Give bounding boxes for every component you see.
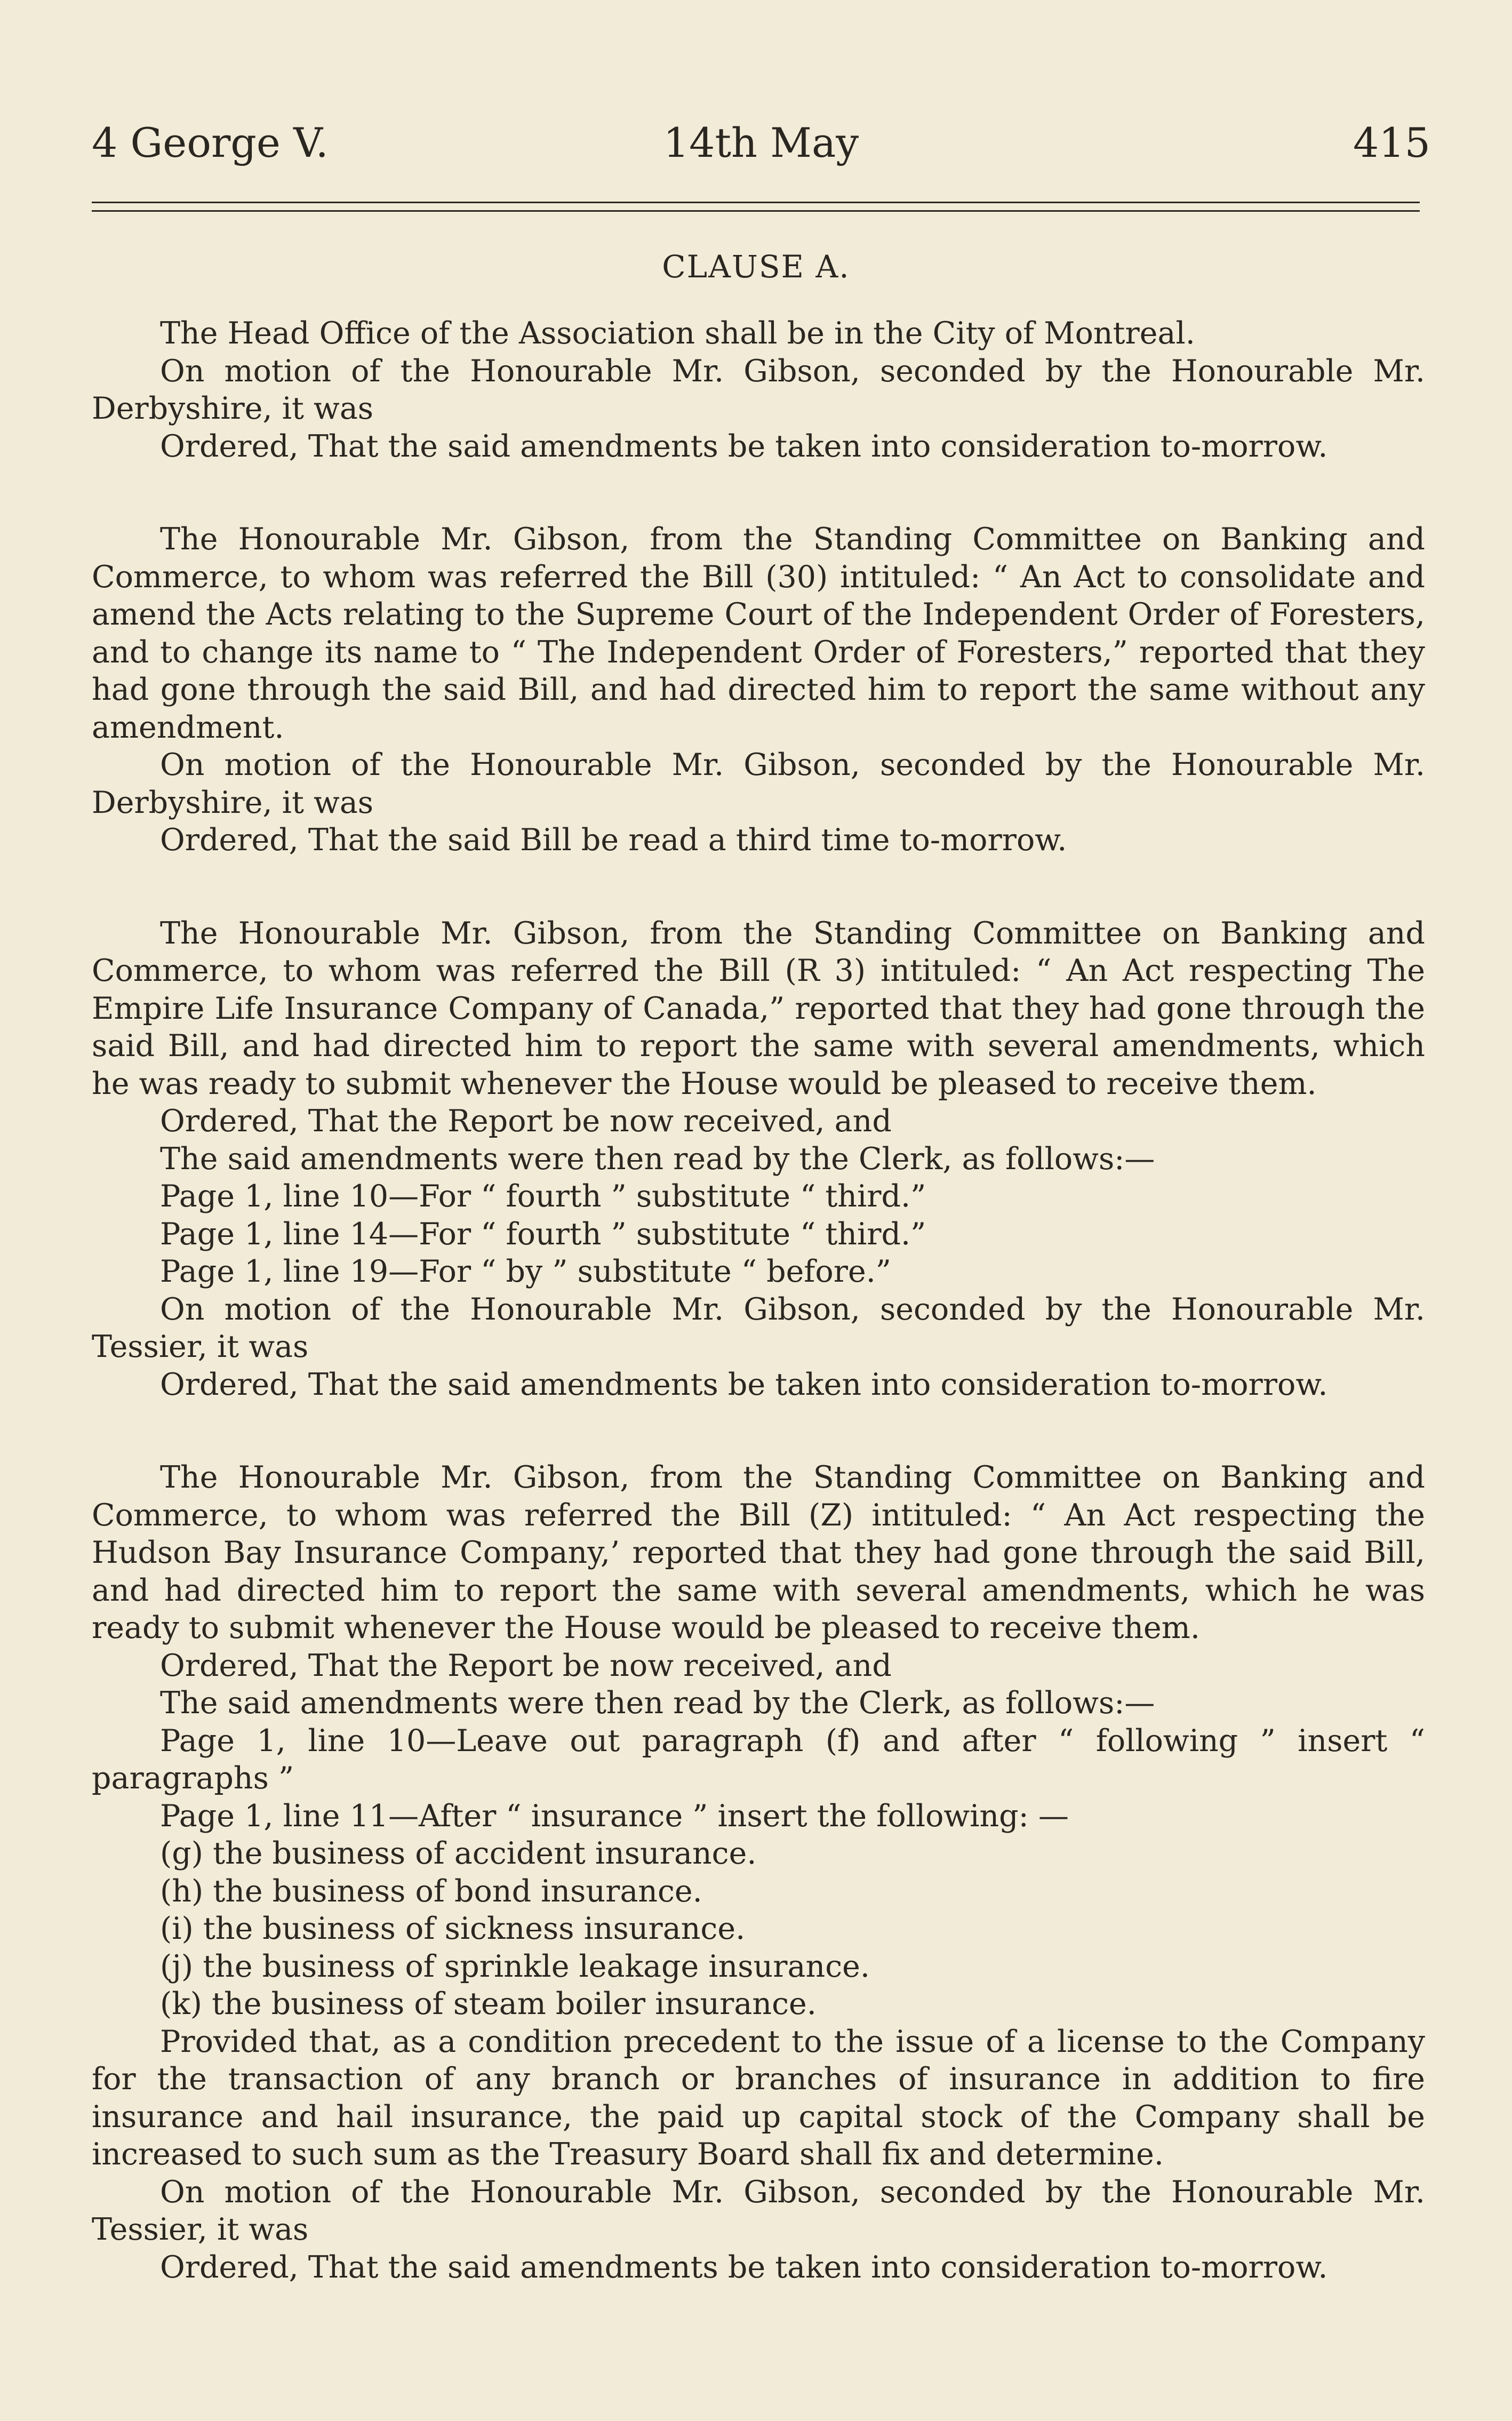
- page-header: [92, 116, 1430, 170]
- page-date: 14th May: [663, 119, 859, 166]
- list-item: (i) the business of sickness insurance.: [160, 1911, 746, 1946]
- paragraph: Ordered, That the said amendments be taken into consideration to-morrow.: [160, 428, 1328, 464]
- paragraph: Ordered, That the said amendments be taken into consideration to-morrow.: [160, 2249, 1328, 2285]
- paragraph: The said amendments were then read by the Clerk, as follows:—: [160, 1141, 1155, 1177]
- paragraph: On motion of the Honourable Mr. Gibson, seconded by the Honourable Mr. Derbyshire, it was: [92, 747, 1425, 820]
- journal-body: [92, 315, 1425, 2286]
- paragraph: The said amendments were then read by the Clerk, as follows:—: [160, 1685, 1155, 1721]
- paragraph: Provided that, as a condition precedent to the issue of a license to the Company for the transaction of any branch or branches of insurance in addition to fire insurance and hail insurance, the paid up capital stock of the Company shall be increased to such sum as the Treasury Board shall fix and determine.: [92, 2024, 1425, 2172]
- paragraph: Ordered, That the Report be now received, and: [160, 1648, 892, 1683]
- paragraph: The Honourable Mr. Gibson, from the Standing Committee on Banking and Commerce, to whom was referred the Bill (30) intituled: “ An Act to consolidate and amend the Acts relating to the Supreme Court of the Independent Order of Foresters, and to change its name to “ The Independent Order of Foresters,” reported that they had gone through the said Bill, and had directed him to report the same without any amendment.: [92, 522, 1425, 745]
- page-number: 415: [1353, 119, 1430, 166]
- paragraph: The Honourable Mr. Gibson, from the Standing Committee on Banking and Commerce, to whom was referred the Bill (R 3) intituled: “ An Act respecting The Empire Life Insurance Company of Canada,” reported that they had gone through the said Bill, and had directed him to report the same with several amendments, which he was ready to submit whenever the House would be pleased to receive them.: [92, 915, 1425, 1101]
- paragraph: The Head Office of the Association shall be in the City of Montreal.: [160, 316, 1195, 351]
- header-rule-top: [92, 202, 1420, 203]
- clause-heading: CLAUSE A.: [662, 249, 850, 285]
- amendment-line: Page 1, line 10—For “ fourth ” substitute “ third.”: [160, 1179, 926, 1214]
- list-item: (h) the business of bond insurance.: [160, 1873, 702, 1909]
- paragraph: Ordered, That the said Bill be read a third time to-morrow.: [160, 822, 1067, 858]
- paragraph: Ordered, That the Report be now received, and: [160, 1104, 892, 1139]
- list-item: (j) the business of sprinkle leakage insurance.: [160, 1948, 870, 1984]
- paragraph: The Honourable Mr. Gibson, from the Standing Committee on Banking and Commerce, to whom was referred the Bill (Z) intituled: “ An Act respecting the Hudson Bay Insurance Company,’ reported that they had gone through the said Bill, and had directed him to report the same with several amendments, which he was ready to submit whenever the House would be pleased to receive them.: [92, 1460, 1425, 1645]
- list-item: (k) the business of steam boiler insurance.: [160, 1986, 817, 2022]
- paragraph: On motion of the Honourable Mr. Gibson, seconded by the Honourable Mr. Tessier, it was: [92, 2174, 1425, 2247]
- amendment-line: Page 1, line 19—For “ by ” substitute “ before.”: [160, 1254, 891, 1289]
- amendment-line: Page 1, line 14—For “ fourth ” substitute “ third.”: [160, 1216, 926, 1252]
- list-item: (g) the business of accident insurance.: [160, 1836, 757, 1871]
- header-rule-bottom: [92, 210, 1420, 212]
- paragraph: Ordered, That the said amendments be taken into consideration to-morrow.: [160, 1367, 1328, 1402]
- amendment-line: Page 1, line 11—After “ insurance ” insert the following: —: [160, 1798, 1069, 1834]
- amendment-line: Page 1, line 10—Leave out paragraph (f) and after “ following ” insert “ paragraphs ”: [92, 1723, 1425, 1796]
- paragraph: On motion of the Honourable Mr. Gibson, seconded by the Honourable Mr. Derbyshire, it was: [92, 353, 1425, 426]
- paragraph: On motion of the Honourable Mr. Gibson, seconded by the Honourable Mr. Tessier, it was: [92, 1291, 1425, 1364]
- regnal-year: 4 George V.: [92, 119, 329, 166]
